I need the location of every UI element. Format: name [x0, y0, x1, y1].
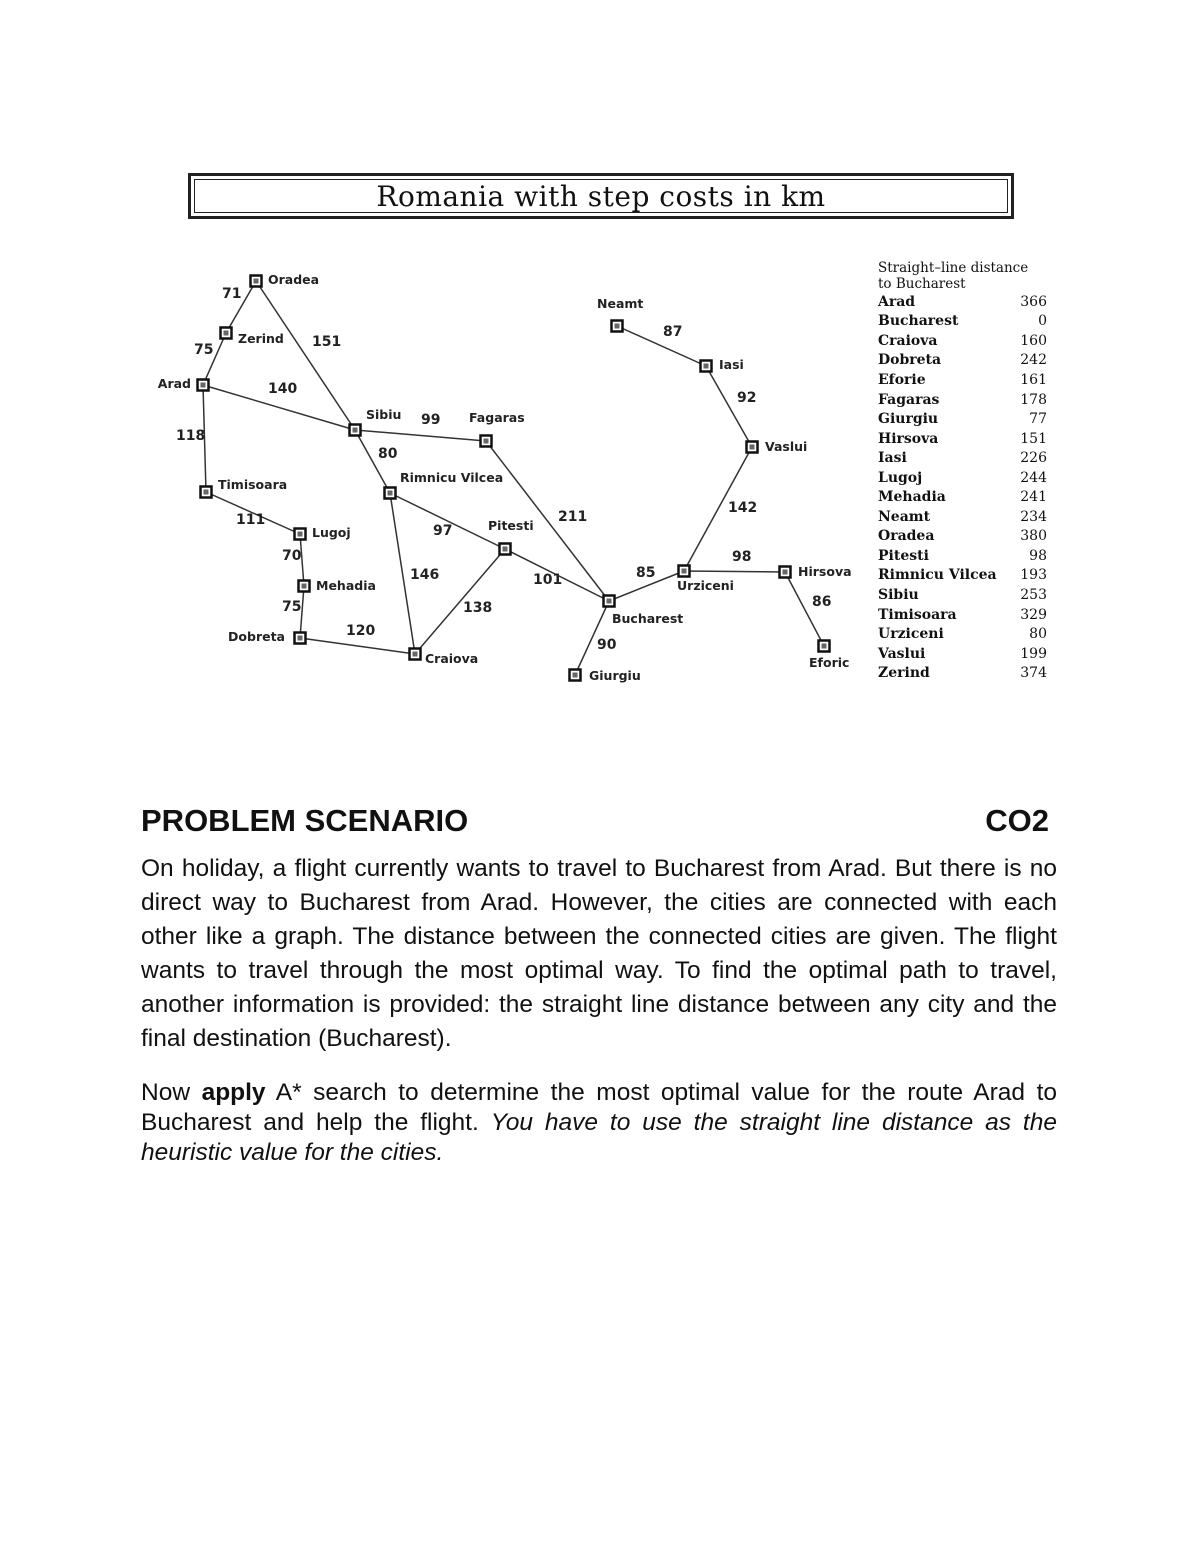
city-craiova: [410, 649, 479, 667]
sld-city-name: Iasi: [878, 450, 907, 467]
sld-row: [878, 331, 1053, 351]
road-vaslui-iasi: [706, 366, 752, 447]
city-marker-center: [704, 364, 709, 369]
city-marker-center: [503, 547, 508, 552]
road-cost-oradea-zerind: 71: [222, 286, 242, 302]
city-label-dobreta: Dobreta: [228, 629, 285, 644]
sld-row: [878, 409, 1053, 429]
city-iasi: [701, 357, 744, 372]
city-label-urziceni: Urziceni: [677, 578, 734, 593]
road-cost-dobreta-craiova: 120: [346, 623, 376, 639]
city-marker-center: [413, 652, 418, 657]
sld-city-name: Timisoara: [878, 606, 957, 623]
sld-row: [878, 487, 1053, 507]
cities-layer: [158, 272, 852, 683]
city-label-rimnicu: Rimnicu Vilcea: [400, 470, 504, 485]
city-label-pitesti: Pitesti: [488, 518, 534, 533]
scenario-paragraph-1: On holiday, a flight currently wants to travel to Bucharest from Arad. But there is no direct way to Bucharest from Arad. However, the cities are connected with each other like a graph. The distance between the connected cities are given. The flight wants to travel through the most optimal way. To find the optimal path to travel, another information is provided: the straight line distance between any city and the final destination (Bucharest).: [141, 855, 1057, 1052]
sld-city-value: 329: [1020, 606, 1047, 623]
sld-row: [878, 507, 1053, 527]
road-sibiu-fagaras: [355, 430, 486, 441]
city-label-hirsova: Hirsova: [798, 564, 852, 579]
sld-city-name: Eforie: [878, 371, 926, 388]
road-cost-mehadia-dobreta: 75: [282, 599, 302, 615]
sld-city-value: 380: [1020, 528, 1047, 545]
road-cost-oradea-sibiu: 151: [312, 334, 342, 350]
road-cost-pitesti-bucharest: 101: [533, 572, 563, 588]
road-cost-hirsova-eforie: 86: [812, 594, 832, 610]
city-label-iasi: Iasi: [719, 357, 744, 372]
scenario-paragraph-2: [141, 1078, 1057, 1168]
city-marker-center: [682, 569, 687, 574]
city-zerind: [221, 328, 284, 347]
sld-city-name: Craiova: [878, 332, 938, 349]
city-marker-center: [254, 279, 259, 284]
road-cost-bucharest-urziceni: 85: [636, 565, 656, 581]
city-label-oradea: Oradea: [268, 272, 320, 287]
figure-title: Romania with step costs in km: [194, 179, 1008, 213]
city-label-fagaras: Fagaras: [469, 410, 525, 425]
paragraph2-bold-apply: apply: [201, 1079, 266, 1106]
paragraph2-text-middle: A* search to determine the most optimal value for the route Arad to Bucharest and help the flight.: [141, 1079, 1058, 1136]
sld-city-value: 199: [1020, 645, 1047, 662]
city-marker-center: [783, 570, 788, 575]
road-cost-rimnicu-craiova: 146: [410, 567, 440, 583]
road-cost-rimnicu-pitesti: 97: [433, 523, 453, 539]
city-lugoj: [295, 525, 351, 540]
paragraph2-text-start: Now: [141, 1079, 202, 1106]
sld-heading-line1: Straight–line distance: [878, 260, 1029, 276]
sld-city-name: Dobreta: [878, 352, 942, 369]
city-hirsova: [780, 564, 852, 579]
sld-city-value: 366: [1020, 293, 1047, 310]
city-label-timisoara: Timisoara: [218, 477, 288, 492]
sld-row: [878, 527, 1053, 547]
sld-city-name: Lugoj: [878, 469, 923, 486]
sld-row: [878, 546, 1053, 566]
city-label-zerind: Zerind: [238, 331, 284, 346]
scenario-heading: PROBLEM SCENARIO: [141, 803, 469, 838]
road-cost-iasi-neamt: 87: [663, 324, 683, 340]
sld-row: [878, 390, 1053, 410]
city-marker-center: [822, 644, 827, 649]
city-marker-center: [201, 383, 206, 388]
sld-row: [878, 566, 1053, 586]
sld-city-value: 234: [1020, 508, 1047, 525]
city-marker-center: [298, 532, 303, 537]
sld-city-name: Oradea: [878, 528, 935, 545]
sld-row: [878, 624, 1053, 644]
road-cost-vaslui-iasi: 92: [737, 390, 757, 406]
sld-row: [878, 605, 1053, 625]
sld-city-name: Vaslui: [878, 645, 926, 662]
sld-city-value: 160: [1020, 332, 1047, 349]
road-zerind-arad: [203, 333, 226, 385]
sld-city-value: 77: [1029, 411, 1047, 428]
sld-city-name: Neamt: [878, 508, 931, 525]
city-arad: [158, 376, 209, 391]
sld-city-name: Sibiu: [878, 586, 919, 603]
sld-city-name: Urziceni: [878, 626, 944, 643]
city-mehadia: [299, 578, 376, 593]
road-cost-craiova-pitesti: 138: [463, 600, 493, 616]
sld-row: [878, 644, 1053, 664]
city-label-eforie: Eforic: [809, 655, 850, 670]
sld-row: [878, 429, 1053, 449]
sld-city-value: 253: [1020, 586, 1047, 603]
city-dobreta: [228, 629, 305, 644]
city-timisoara: [201, 477, 288, 498]
scenario-heading-row: [141, 800, 1057, 842]
sld-city-value: 161: [1020, 371, 1047, 388]
straight-line-distance-table: [878, 260, 1053, 683]
city-giurgiu: [570, 668, 641, 683]
sld-city-name: Rimnicu Vilcea: [878, 567, 997, 584]
city-eforie: [809, 641, 849, 671]
city-bucharest: [604, 596, 684, 627]
city-rimnicu: [385, 470, 504, 499]
city-label-neamt: Neamt: [597, 296, 644, 311]
sld-city-value: 151: [1020, 430, 1047, 447]
sld-city-value: 241: [1020, 489, 1047, 506]
sld-city-name: Giurgiu: [878, 411, 939, 428]
roads-layer: [203, 281, 824, 675]
city-marker-center: [353, 428, 358, 433]
sld-city-name: Fagaras: [878, 391, 940, 408]
road-cost-timisoara-lugoj: 111: [236, 512, 266, 528]
city-marker-center: [388, 491, 393, 496]
city-marker-center: [573, 673, 578, 678]
sld-city-name: Pitesti: [878, 547, 929, 564]
road-cost-zerind-arad: 75: [194, 342, 214, 358]
sld-row: [878, 448, 1053, 468]
city-pitesti: [488, 518, 534, 555]
road-cost-arad-sibiu: 140: [268, 381, 298, 397]
sld-city-name: Arad: [878, 293, 916, 310]
city-label-giurgiu: Giurgiu: [589, 668, 641, 683]
road-dobreta-craiova: [300, 638, 415, 654]
sld-city-name: Bucharest: [878, 313, 959, 330]
road-cost-arad-timisoara: 118: [176, 428, 206, 444]
problem-scenario: [141, 800, 1057, 1168]
road-cost-sibiu-fagaras: 99: [421, 412, 441, 428]
sld-city-name: Hirsova: [878, 430, 939, 447]
city-neamt: [597, 296, 643, 332]
sld-city-value: 226: [1020, 450, 1047, 467]
road-urziceni-hirsova: [684, 571, 785, 572]
sld-city-name: Zerind: [878, 665, 930, 682]
city-marker-center: [204, 490, 209, 495]
city-marker-center: [484, 439, 489, 444]
paragraph2-italic-note: You have to use the straight line distance as the heuristic value for the cities.: [141, 1109, 1057, 1166]
road-cost-urziceni-vaslui: 142: [728, 500, 758, 516]
city-label-sibiu: Sibiu: [366, 407, 402, 422]
sld-row: [878, 468, 1053, 488]
sld-city-name: Mehadia: [878, 489, 946, 506]
city-label-craiova: Craiova: [425, 651, 479, 666]
sld-city-value: 193: [1020, 567, 1047, 584]
road-oradea-sibiu: [256, 281, 355, 430]
city-marker-center: [224, 331, 229, 336]
city-marker-center: [302, 584, 307, 589]
city-label-arad: Arad: [157, 376, 191, 391]
city-oradea: [251, 272, 320, 287]
city-label-vaslui: Vaslui: [765, 439, 808, 454]
city-marker-center: [615, 324, 620, 329]
course-outcome-label: CO2: [985, 803, 1049, 838]
road-cost-bucharest-giurgiu: 90: [597, 637, 617, 653]
city-marker-center: [607, 599, 612, 604]
road-cost-sibiu-rimnicu: 80: [378, 446, 398, 462]
sld-city-value: 80: [1029, 626, 1047, 643]
city-urziceni: [677, 566, 734, 594]
road-cost-urziceni-hirsova: 98: [732, 549, 752, 565]
sld-row: [878, 370, 1053, 390]
city-label-bucharest: Bucharest: [612, 611, 684, 626]
sld-rows: [878, 292, 1053, 683]
road-cost-lugoj-mehadia: 70: [282, 548, 302, 564]
sld-city-value: 242: [1020, 352, 1047, 369]
sld-city-value: 374: [1020, 665, 1047, 682]
city-marker-center: [750, 445, 755, 450]
city-label-lugoj: Lugoj: [312, 525, 351, 540]
road-cost-fagaras-bucharest: 211: [558, 509, 588, 525]
sld-city-value: 98: [1029, 547, 1047, 564]
city-vaslui: [747, 439, 808, 454]
sld-row: [878, 312, 1053, 332]
city-label-mehadia: Mehadia: [316, 578, 376, 593]
city-marker-center: [298, 636, 303, 641]
road-iasi-neamt: [617, 326, 706, 366]
sld-row: [878, 663, 1053, 683]
sld-row: [878, 585, 1053, 605]
sld-city-value: 244: [1020, 469, 1047, 486]
sld-city-value: 178: [1020, 391, 1047, 408]
sld-heading-line2: to Bucharest: [878, 276, 966, 292]
sld-row: [878, 292, 1053, 312]
sld-city-value: 0: [1038, 313, 1047, 330]
sld-row: [878, 351, 1053, 371]
